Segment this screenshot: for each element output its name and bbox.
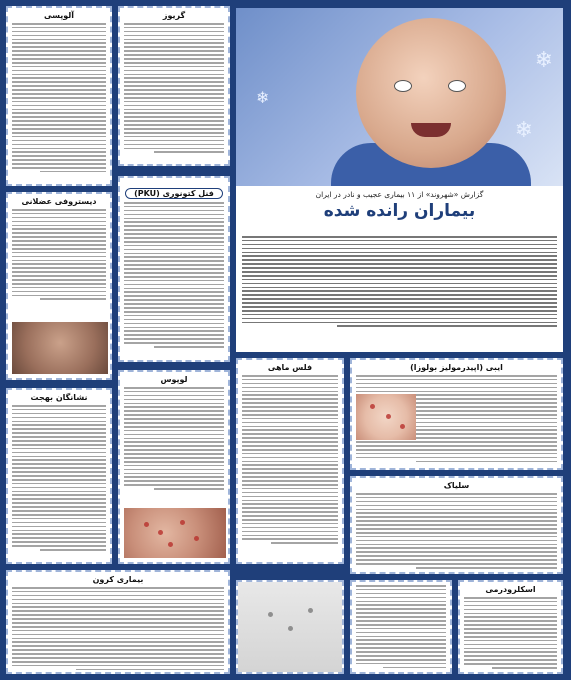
article-title: دیستروفی عضلانی bbox=[21, 197, 97, 206]
kicker: گزارش «شهروند» از ۱۱ بیماری عجیب و نادر در ایران bbox=[315, 190, 484, 199]
snowflake-icon: ❄ bbox=[534, 48, 553, 73]
eye bbox=[448, 80, 466, 92]
article-title: فنل کتونوری (PKU) bbox=[125, 188, 223, 199]
article-celiac bbox=[350, 476, 563, 574]
snowflake-icon: ❄ bbox=[514, 118, 533, 143]
article-title: بیماری کرون bbox=[92, 575, 144, 584]
article-behcet bbox=[6, 388, 112, 564]
lupus-photo bbox=[124, 508, 226, 558]
article-title: فلس ماهی bbox=[267, 363, 313, 372]
epidermolysis-photo bbox=[356, 394, 416, 440]
article-title: آلوپسی bbox=[44, 11, 74, 20]
page-title: بیماران رانده شده bbox=[323, 201, 476, 221]
article-continued bbox=[350, 580, 452, 674]
article-title: نشانگان بهجت bbox=[30, 393, 88, 402]
lead-text bbox=[236, 232, 563, 352]
article-title: گریوز bbox=[162, 11, 186, 20]
article-lupus bbox=[118, 370, 230, 564]
article-ichthyosis bbox=[236, 358, 344, 564]
article-title: لوپوس bbox=[160, 375, 188, 384]
mouth bbox=[411, 123, 451, 137]
eye bbox=[394, 80, 412, 92]
article-pku bbox=[118, 176, 230, 362]
article-scleroderma bbox=[458, 580, 563, 674]
snowflake-icon: ❄ bbox=[256, 88, 270, 107]
bottom-photo-box bbox=[236, 580, 344, 674]
dystrophy-photo bbox=[12, 322, 108, 374]
article-title: ایبی (اپیدرمولیز بولوزا) bbox=[410, 363, 503, 372]
skin-photo bbox=[238, 582, 342, 672]
article-title: اسکلرودرمی bbox=[485, 585, 536, 594]
article-title: سلیاک bbox=[443, 481, 470, 490]
article-epidermolysis bbox=[350, 358, 563, 470]
article-alopecia bbox=[6, 6, 112, 186]
article-crohn bbox=[6, 570, 230, 674]
article-dystrophy bbox=[6, 192, 112, 380]
child-face bbox=[356, 18, 506, 168]
headline-area bbox=[236, 186, 563, 232]
hero-image bbox=[236, 8, 563, 186]
article-greeze bbox=[118, 6, 230, 166]
